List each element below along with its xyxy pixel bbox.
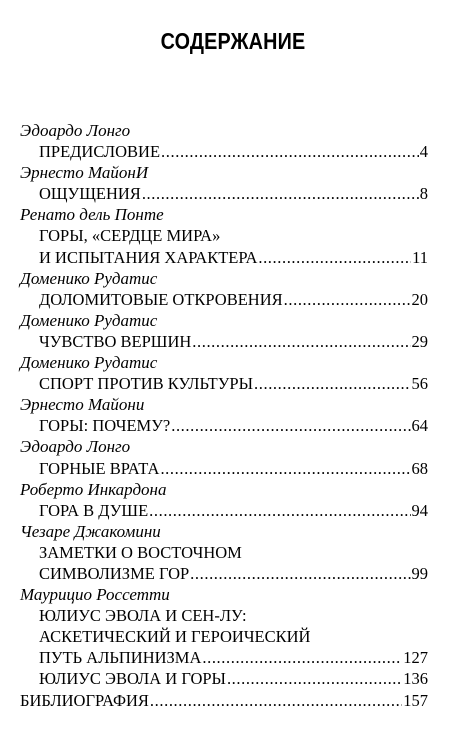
toc-entry-title-line	[20, 415, 428, 436]
table-of-contents	[20, 120, 428, 711]
toc-entry-title: ГОРНЫЕ ВРАТА	[39, 458, 160, 478]
toc-page-number: 157	[403, 690, 428, 710]
toc-entry-title-line	[20, 605, 428, 626]
toc-entry-title-line	[20, 647, 428, 668]
toc-leader-dots	[258, 247, 411, 268]
toc-entry-title: ЗАМЕТКИ О ВОСТОЧНОМ	[39, 542, 242, 562]
toc-leader-dots	[227, 668, 402, 689]
toc-page-number: 29	[411, 331, 428, 351]
toc-page-number: 127	[403, 648, 428, 668]
toc-entry-author: Ренато дель Понте	[20, 205, 164, 225]
toc-entry	[20, 690, 428, 711]
toc-entry-title-line	[20, 563, 428, 584]
toc-leader-dots	[254, 373, 410, 394]
toc-entry	[20, 479, 428, 521]
toc-page-number: 94	[411, 500, 428, 520]
toc-entry-author: Эдоардо Лонго	[20, 121, 131, 140]
toc-entry	[20, 352, 428, 394]
toc-page-number: 20	[411, 289, 428, 309]
toc-page-number: 11	[412, 247, 428, 267]
toc-entry-title-line	[20, 247, 428, 268]
toc-entry-title: ЮЛИУС ЭВОЛА И СЕН-ЛУ:	[39, 606, 247, 626]
toc-page-number: 4	[419, 142, 428, 162]
toc-entry-author: Доменико Рудатис	[20, 268, 158, 288]
toc-entry-title: ГОРЫ, «СЕРДЦЕ МИРА»	[39, 226, 221, 246]
toc-entry	[20, 521, 428, 584]
toc-entry	[20, 584, 428, 668]
page-title: СОДЕРЖАНИЕ	[160, 28, 306, 54]
toc-leader-dots	[192, 331, 410, 352]
toc-entry-title: ГОРА В ДУШЕ	[39, 500, 149, 520]
toc-entry-title: СПОРТ ПРОТИВ КУЛЬТУРЫ	[39, 374, 254, 394]
toc-leader-dots	[202, 647, 402, 668]
toc-leader-dots	[149, 500, 410, 521]
toc-entry-title: АСКЕТИЧЕСКИЙ И ГЕРОИЧЕСКИЙ	[39, 627, 311, 647]
toc-entry	[20, 268, 428, 310]
toc-page-number: 8	[419, 184, 428, 204]
toc-page-number: 56	[411, 374, 428, 394]
toc-entry-title: БИБЛИОГРАФИЯ	[20, 690, 149, 710]
toc-leader-dots	[142, 183, 419, 204]
toc-entry	[20, 436, 428, 478]
toc-leader-dots	[171, 415, 410, 436]
toc-entry-title: ГОРЫ: ПОЧЕМУ?	[39, 416, 171, 436]
toc-entry-title: СИМВОЛИЗМЕ ГОР	[39, 563, 190, 583]
toc-entry	[20, 162, 428, 204]
toc-entry-author: Роберто Инкардона	[20, 479, 167, 499]
toc-leader-dots	[284, 289, 411, 310]
toc-entry-title: ЮЛИУС ЭВОЛА И ГОРЫ	[39, 669, 226, 689]
toc-entry-title-line	[20, 289, 428, 310]
toc-entry-author: Чезаре Джакомини	[20, 521, 161, 541]
toc-entry	[20, 310, 428, 352]
toc-entry	[20, 668, 428, 689]
toc-entry-author: Эрнесто Майони	[20, 395, 145, 415]
toc-entry	[20, 120, 428, 162]
toc-entry-author: Эдоардо Лонго	[20, 437, 131, 457]
toc-entry-title: И ИСПЫТАНИЯ ХАРАКТЕРА	[39, 247, 258, 267]
toc-entry-title-line	[20, 141, 428, 162]
toc-entry-title-line	[20, 183, 428, 204]
toc-entry-title-line	[20, 690, 428, 711]
toc-entry-title-line	[20, 458, 428, 479]
toc-entry-title: ДОЛОМИТОВЫЕ ОТКРОВЕНИЯ	[39, 289, 283, 309]
toc-entry-author: Маурицио Россетти	[20, 585, 170, 605]
toc-entry-title-line	[20, 373, 428, 394]
toc-entry-author: Доменико Рудатис	[20, 310, 158, 330]
toc-entry-title: ОЩУЩЕНИЯ	[39, 184, 141, 204]
toc-page-number: 136	[403, 669, 428, 689]
toc-entry-title-line	[20, 668, 428, 689]
toc-entry-title: ПРЕДИСЛОВИЕ	[39, 142, 161, 162]
toc-leader-dots	[161, 141, 419, 162]
toc-entry-title: ПУТЬ АЛЬПИНИЗМА	[39, 648, 202, 668]
toc-leader-dots	[190, 563, 410, 584]
toc-page-number: 64	[411, 416, 428, 436]
toc-entry-title-line	[20, 225, 428, 246]
toc-page-number: 68	[411, 458, 428, 478]
toc-page-number: 99	[411, 563, 428, 583]
toc-entry-title-line	[20, 542, 428, 563]
toc-entry	[20, 204, 428, 267]
toc-entry-title-line	[20, 500, 428, 521]
toc-leader-dots	[160, 458, 410, 479]
toc-entry-title-line	[20, 331, 428, 352]
toc-leader-dots	[150, 690, 402, 711]
toc-entry-title: ЧУВСТВО ВЕРШИН	[39, 331, 192, 351]
toc-entry-author: Эрнесто МайонИ	[20, 163, 149, 183]
toc-entry-author: Доменико Рудатис	[20, 353, 158, 373]
toc-entry	[20, 394, 428, 436]
toc-entry-title-line	[20, 626, 428, 647]
